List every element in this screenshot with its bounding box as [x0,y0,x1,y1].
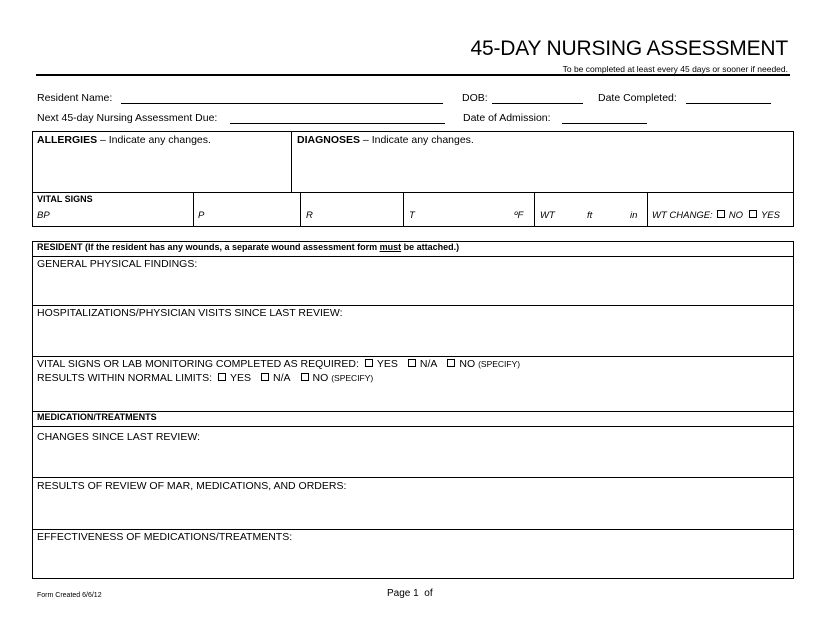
date-completed-field[interactable] [686,103,771,104]
dob-label: DOB: [462,92,488,104]
general-findings-field[interactable]: GENERAL PHYSICAL FINDINGS: [37,258,198,270]
allergies-field[interactable] [37,134,211,146]
row-divider [32,256,794,257]
vitals-col-3 [403,193,404,227]
vitals-lab-na-checkbox[interactable] [408,359,416,367]
vitals-lab-specify: (SPECIFY) [478,359,521,369]
vitals-lab-no-checkbox[interactable] [447,359,455,367]
allergies-text: – Indicate any changes. [97,134,211,146]
vitals-lab-row [37,358,520,370]
bp-field[interactable]: BP [37,210,50,221]
allergies-divider [291,131,292,193]
respiration-field[interactable]: R [306,210,313,221]
next-due-field[interactable] [230,123,445,124]
changes-since-review-field[interactable]: CHANGES SINCE LAST REVIEW: [37,431,200,443]
inches-label: in [630,210,638,221]
vitals-lab-no-label: NO [459,358,476,370]
results-normal-no-label: NO [312,372,329,384]
page-label: Page [387,588,411,599]
vitals-col-4 [534,193,535,227]
resident-name-label: Resident Name: [37,92,113,104]
page-title: 45-DAY NURSING ASSESSMENT [470,37,788,60]
weight-field[interactable]: WT [540,210,555,221]
row-divider [32,477,794,478]
resident-heading-end: be attached.) [401,242,460,252]
resident-name-field[interactable] [121,103,443,104]
form-created-date: Form Created 6/6/12 [37,592,102,599]
resident-heading [37,242,459,252]
row-divider [32,426,794,427]
feet-label: ft [587,210,593,221]
vitals-lab-yes-checkbox[interactable] [365,359,373,367]
row-divider [32,305,794,306]
vitals-lab-yes-label: YES [376,358,398,370]
date-admission-label: Date of Admission: [463,112,551,124]
next-due-label: Next 45-day Nursing Assessment Due: [37,112,218,124]
page-num: 1 [413,588,419,599]
page-number [387,588,433,599]
medication-heading: MEDICATION/TREATMENTS [37,412,157,422]
vitals-lab-na-label: N/A [419,358,438,370]
date-completed-label: Date Completed: [598,92,677,104]
results-normal-row [37,372,373,384]
diagnoses-field[interactable] [297,134,474,146]
wt-change-label: WT CHANGE: [652,210,713,221]
title-rule [36,74,790,76]
results-normal-na-checkbox[interactable] [261,373,269,381]
effectiveness-field[interactable]: EFFECTIVENESS OF MEDICATIONS/TREATMENTS: [37,531,293,543]
diagnoses-text: – Indicate any changes. [360,134,474,146]
results-normal-specify: (SPECIFY) [331,373,374,383]
allergies-label: ALLERGIES [37,134,98,146]
wt-change-group [652,210,780,221]
hospitalizations-field[interactable]: HOSPITALIZATIONS/PHYSICIAN VISITS SINCE LAST REVIEW: [37,307,343,319]
mar-review-field[interactable]: RESULTS OF REVIEW OF MAR, MEDICATIONS, AND ORDERS: [37,480,347,492]
pulse-field[interactable]: P [198,210,205,221]
vitals-col-1 [193,193,194,227]
page-of: of [424,588,433,599]
results-normal-yes-label: YES [230,372,252,384]
wt-change-yes-label: YES [760,210,780,221]
wt-change-no-checkbox[interactable] [717,210,725,218]
results-normal-label: RESULTS WITHIN NORMAL LIMITS: [37,372,213,384]
vitals-divider [32,192,794,193]
diagnoses-label: DIAGNOSES [297,134,361,146]
page-subtitle: To be completed at least every 45 days or sooner if needed. [562,64,788,74]
temperature-field[interactable]: T [409,210,415,221]
vitals-col-5 [647,193,648,227]
results-normal-no-checkbox[interactable] [301,373,309,381]
vitals-col-2 [300,193,301,227]
vital-signs-heading: VITAL SIGNS [37,194,93,204]
row-divider [32,356,794,357]
vitals-lab-label: VITAL SIGNS OR LAB MONITORING COMPLETED AS REQUIRED: [37,358,359,370]
wt-change-yes-checkbox[interactable] [749,210,757,218]
wt-change-no-label: NO [728,210,743,221]
row-divider [32,529,794,530]
resident-heading-must: must [379,242,402,252]
dob-field[interactable] [492,103,583,104]
resident-heading-text: RESIDENT (If the resident has any wounds, a separate wound assessment form [37,242,380,252]
results-normal-yes-checkbox[interactable] [218,373,226,381]
fahrenheit-label: ºF [514,210,524,221]
results-normal-na-label: N/A [273,372,291,384]
date-admission-field[interactable] [562,123,647,124]
